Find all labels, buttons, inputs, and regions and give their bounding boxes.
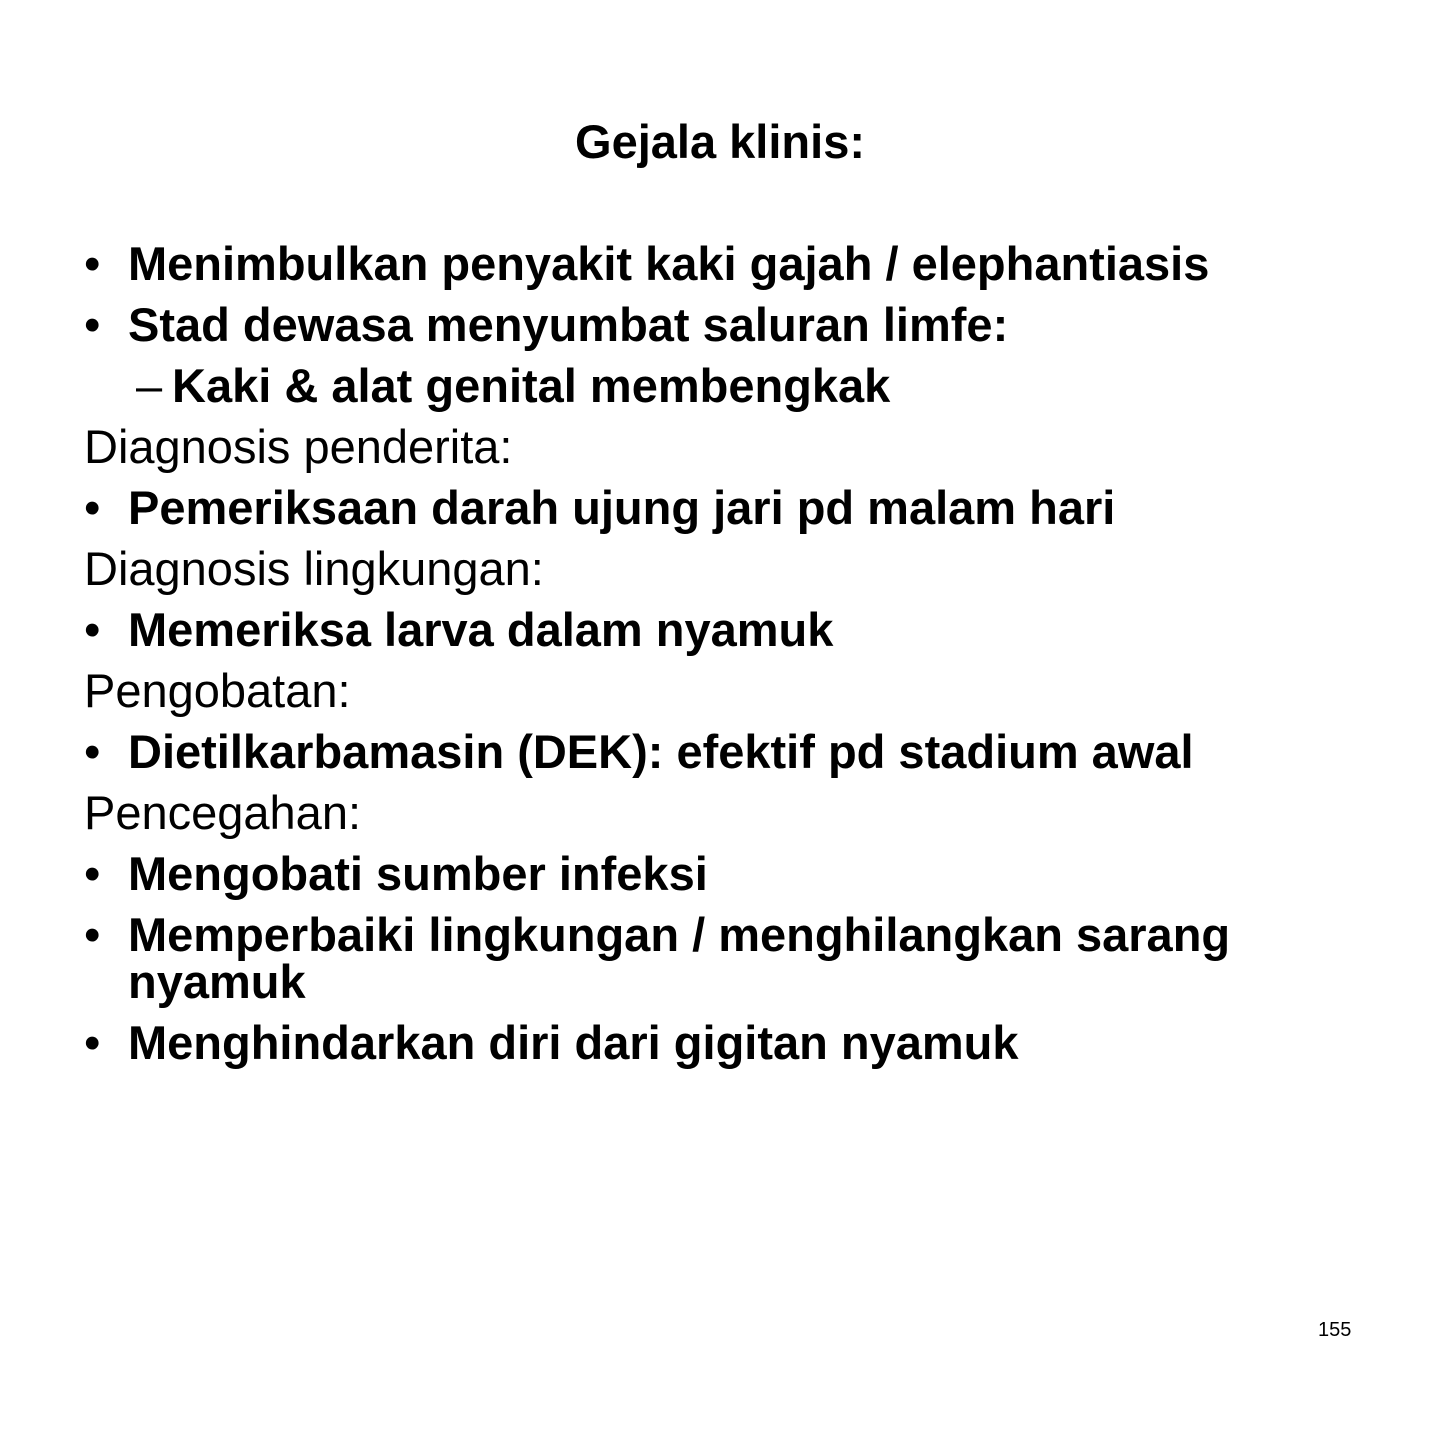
bullet-item xyxy=(84,721,1384,782)
bullet-text: Menghindarkan diri dari gigitan nyamuk xyxy=(128,1016,1019,1069)
bullet-text: Memeriksa larva dalam nyamuk xyxy=(128,603,834,656)
bullet-mark: • xyxy=(84,847,101,900)
bullet-mark: • xyxy=(84,298,101,351)
slide-title: Gejala klinis: xyxy=(575,115,865,168)
content-list xyxy=(84,233,1384,1073)
bullet-item xyxy=(84,599,1384,660)
bullet-text: Pemeriksaan darah ujung jari pd malam hari xyxy=(128,481,1116,534)
bullet-text: Stad dewasa menyumbat saluran limfe: xyxy=(128,298,1009,351)
sub-text: Kaki & alat genital membengkak xyxy=(172,359,891,412)
bullet-item xyxy=(84,477,1384,538)
bullet-mark: • xyxy=(84,603,101,656)
bullet-mark: • xyxy=(84,481,101,534)
bullet-mark: • xyxy=(84,237,101,290)
bullet-mark: • xyxy=(84,725,101,778)
bullet-mark: • xyxy=(84,908,101,961)
bullet-item xyxy=(84,1012,1384,1073)
section-heading: Diagnosis lingkungan: xyxy=(84,542,544,595)
section-heading: Pengobatan: xyxy=(84,664,351,717)
bullet-text-continuation: nyamuk xyxy=(128,955,306,1008)
bullet-item xyxy=(84,843,1384,904)
bullet-item xyxy=(84,904,1384,1012)
bullet-text: Mengobati sumber infeksi xyxy=(128,847,708,900)
section-heading: Diagnosis penderita: xyxy=(84,420,513,473)
bullet-mark: • xyxy=(84,1016,101,1069)
bullet-item xyxy=(84,294,1384,355)
section-heading: Pencegahan: xyxy=(84,786,362,839)
bullet-text: Dietilkarbamasin (DEK): efektif pd stadium awal xyxy=(128,725,1194,778)
bullet-item xyxy=(84,233,1384,294)
bullet-text: Memperbaiki lingkungan / menghilangkan sarang xyxy=(128,908,1231,961)
dash-mark: – xyxy=(136,359,163,412)
sub-item xyxy=(84,355,1384,416)
bullet-text: Menimbulkan penyakit kaki gajah / elephantiasis xyxy=(128,237,1210,290)
page-number: 155 xyxy=(1318,1319,1352,1341)
